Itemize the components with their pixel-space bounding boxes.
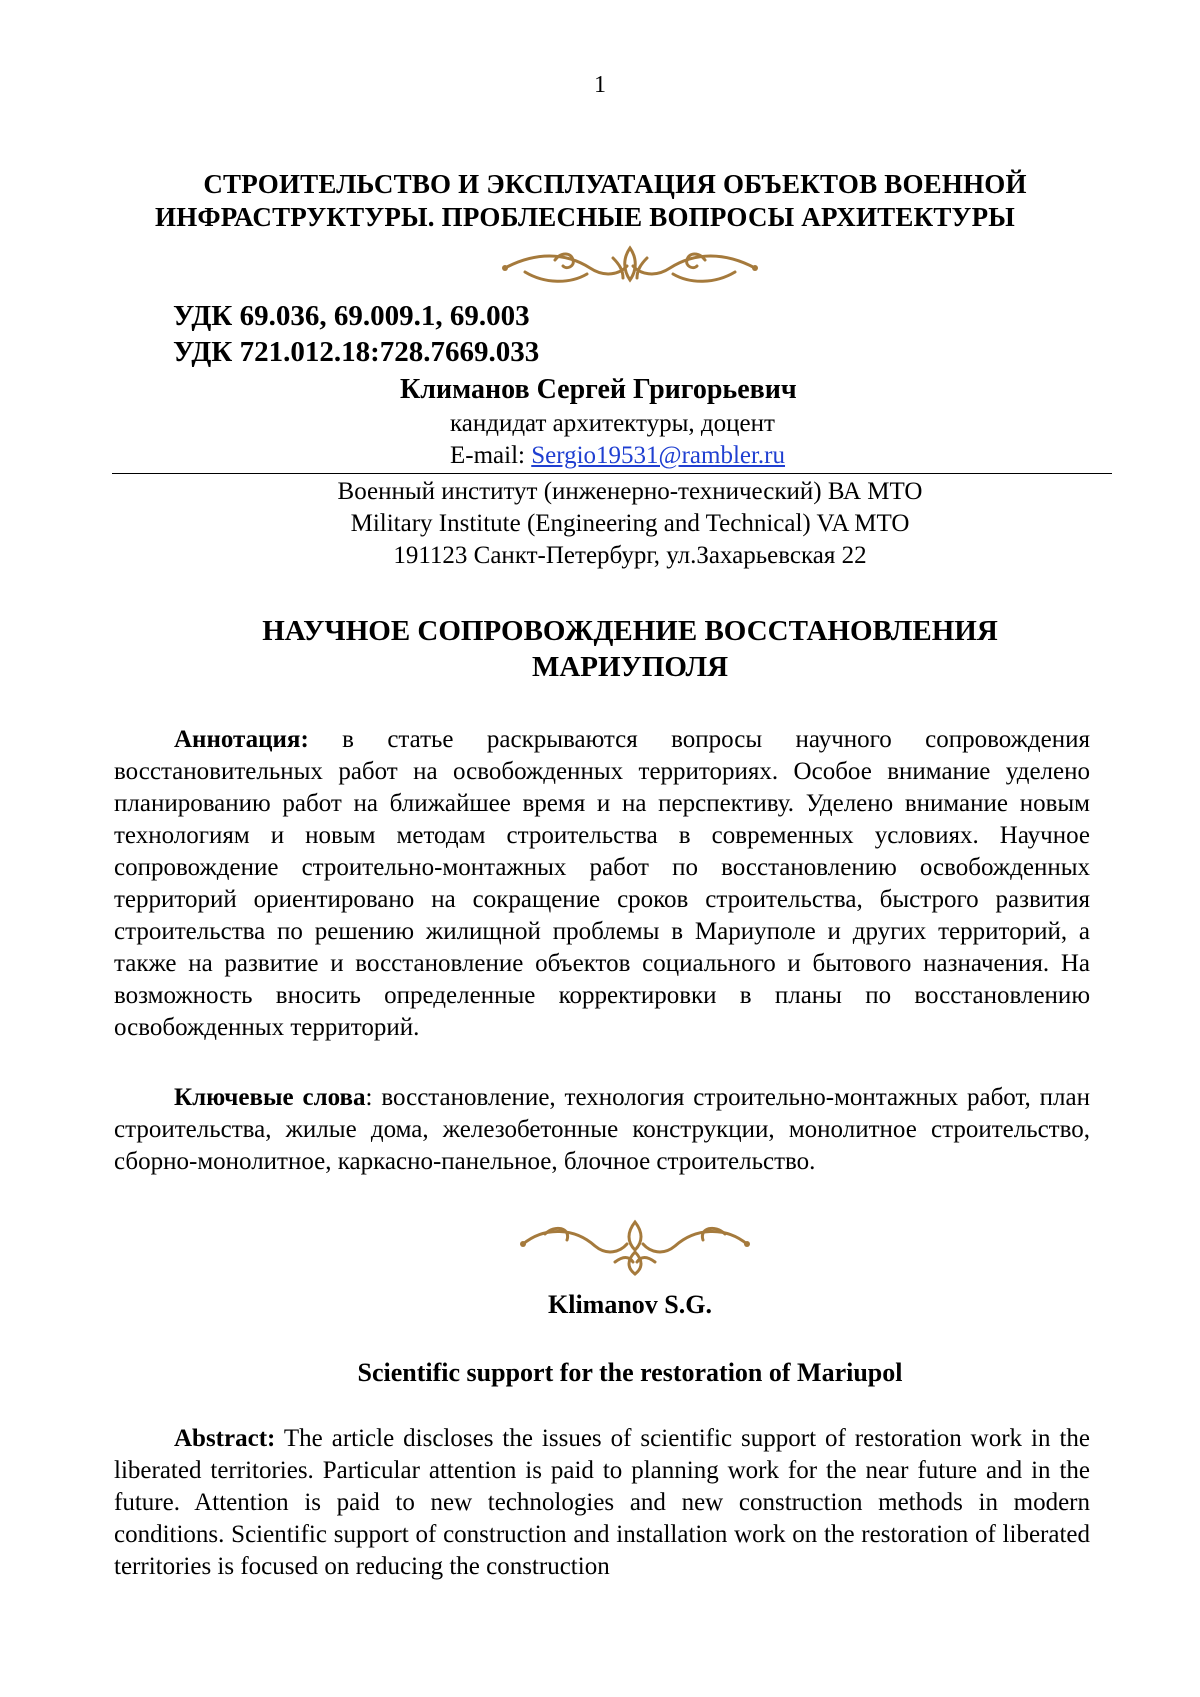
email-link[interactable]: Sergio19531@rambler.ru — [531, 442, 786, 469]
article-title-line-2: МАРИУПОЛЯ — [531, 651, 729, 683]
affiliation-ru: Военный институт (инженерно-технический) ВА МТО — [337, 478, 923, 505]
english-author: Klimanov S.G. — [548, 1290, 712, 1319]
decorative-ornament-top — [495, 238, 765, 298]
author-name: Климанов Сергей Григорьевич — [400, 374, 797, 405]
section-title-line-2: ИНФРАСТРУКТУРЫ. ПРОБЛЕСНЫЕ ВОПРОСЫ АРХИТЕКТУРЫ — [155, 202, 1015, 232]
email-label: E-mail: — [450, 442, 532, 469]
keywords-text: : восстановление, технология строительно-монтажных работ, план строительства, жилые дома, железобетонные конструкции, монолитное строительство, сборно-монолитное, каркасно-панельное, блочное строительство. — [114, 1084, 1090, 1175]
annotation-paragraph — [114, 724, 1090, 1044]
english-title: Scientific support for the restoration of Mariupol — [357, 1358, 903, 1387]
decorative-ornament-middle — [515, 1218, 755, 1278]
section-title-line-1: СТРОИТЕЛЬСТВО И ЭКСПЛУАТАЦИЯ ОБЪЕКТОВ ВОЕННОЙ — [203, 169, 1027, 199]
section-title — [130, 168, 1100, 234]
article-title — [150, 613, 1110, 685]
article-title-line-1: НАУЧНОЕ СОПРОВОЖДЕНИЕ ВОССТАНОВЛЕНИЯ — [262, 615, 998, 647]
page-number: 1 — [594, 72, 606, 98]
abstract-text: The article discloses the issues of scientific support of restoration work in the liberated territories. Particular attention is paid to planning work for the near future and in the future. Attention is paid to new technologies and new construction methods in modern conditions. Scientific support of construction and installation work on the restoration of liberated territories is focused on reducing the construction — [114, 1425, 1090, 1580]
keywords-label: Ключевые слова — [174, 1084, 366, 1111]
udk-code-2: УДК 721.012.18:728.7669.033 — [173, 336, 540, 368]
divider-line — [112, 473, 1112, 474]
abstract-label: Abstract: — [174, 1425, 276, 1452]
author-degree: кандидат архитектуры, доцент — [450, 410, 775, 437]
udk-code-1: УДК 69.036, 69.009.1, 69.003 — [173, 300, 530, 332]
keywords-paragraph — [114, 1082, 1090, 1178]
author-email — [450, 442, 785, 470]
abstract-paragraph — [114, 1423, 1090, 1583]
annotation-label: Аннотация: — [174, 726, 309, 753]
address: 191123 Санкт-Петербург, ул.Захарьевская 22 — [393, 542, 867, 569]
affiliation-en: Military Institute (Engineering and Technical) VA MTO — [350, 510, 910, 537]
annotation-text: в статье раскрываются вопросы научного сопровождения восстановительных работ на освобожденных территориях. Особое внимание уделено планированию работ на ближайшее время и на перспективу. Уделено внимание новым технологиям и новым методам строительства в современных условиях. Научное сопровождение строительно-монтажных работ по восстановлению освобожденных территорий ориентировано на сокращение сроков строительства, быстрого развития строительства по решению жилищной проблемы в Мариуполе и других территорий, а также на развитие и восстановление объектов социального и бытового назначения. На возможность вносить определенные корректировки в планы по восстановлению освобожденных территорий. — [114, 726, 1090, 1041]
